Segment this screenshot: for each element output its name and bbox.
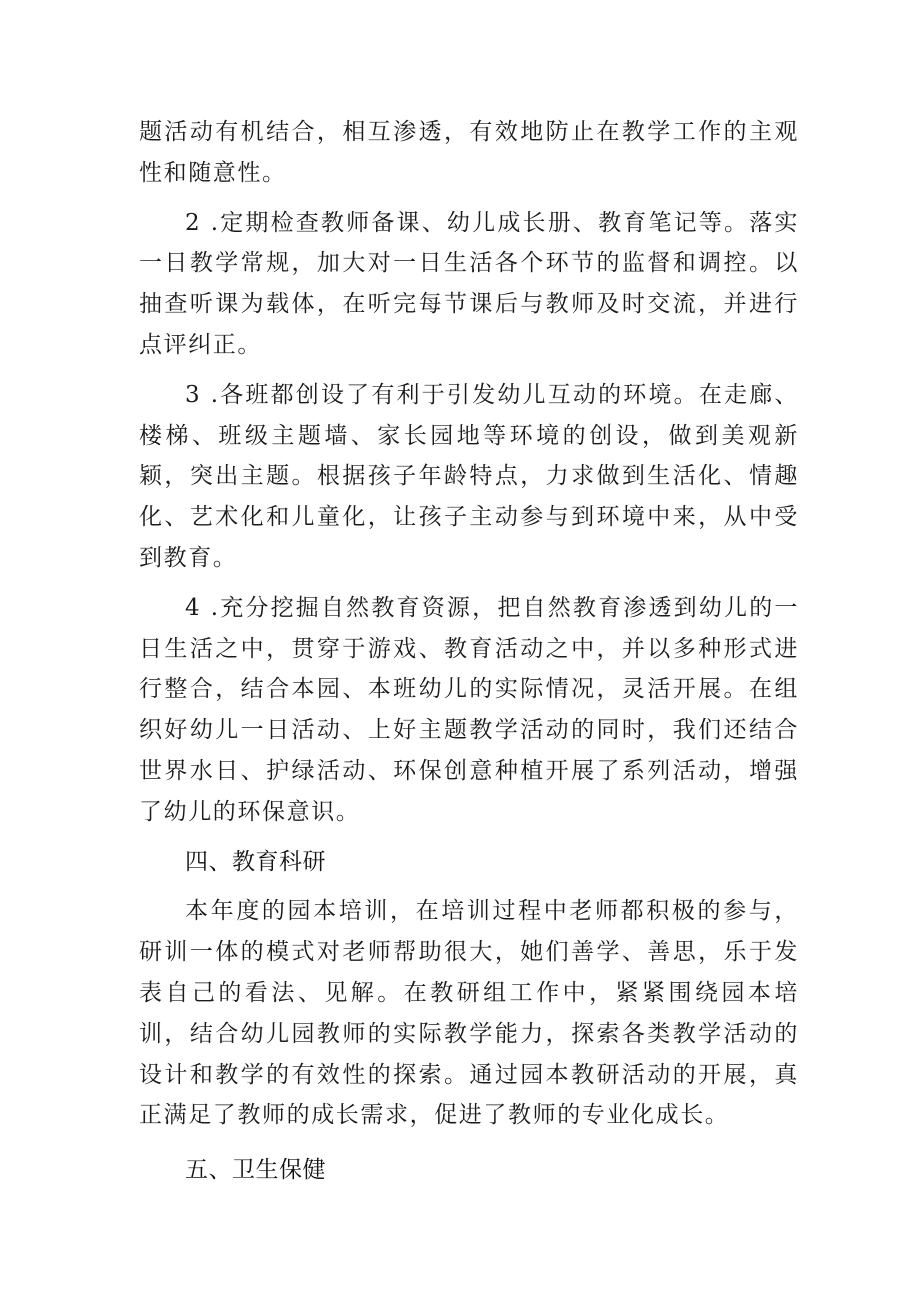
paragraph-item-3: 3 .各班都创设了有利于引发幼儿互动的环境。在走廊、楼梯、班级主题墙、家长园地等环境的创设，做到美观新颖，突出主题。根据孩子年龄特点，力求做到生活化、情趣化、艺术化和儿童化，让孩子主动参与到环境中来，从中受到教育。	[139, 381, 799, 571]
paragraph-item-4: 4 .充分挖掘自然教育资源，把自然教育渗透到幼儿的一日生活之中，贯穿于游戏、教育活动之中，并以多种形式进行整合，结合本园、本班幼儿的实际情况，灵活开展。在组织好幼儿一日活动、上好主题教学活动的同时，我们还结合世界水日、护绿活动、环保创意种植开展了系列活动，增强了幼儿的环保意识。	[139, 594, 799, 825]
paragraph-research: 本年度的园本培训，在培训过程中老师都积极的参与，研训一体的模式对老师帮助很大，她们善学、善思，乐于发表自己的看法、见解。在教研组工作中，紧紧围绕园本培训，结合幼儿园教师的实际教学能力，探索各类教学活动的设计和教学的有效性的探索。通过园本教研活动的开展，真正满足了教师的成长需求，促进了教师的专业化成长。	[139, 898, 799, 1129]
paragraph-item-2: 2 .定期检查教师备课、幼儿成长册、教育笔记等。落实一日教学常规，加大对一日生活各个环节的监督和调控。以抽查听课为载体，在听完每节课后与教师及时交流，并进行点评纠正。	[139, 209, 799, 358]
document-body	[139, 112, 799, 1200]
section-heading-health: 五、卫生保健	[185, 1157, 326, 1184]
paragraph-continuation: 题活动有机结合，相互渗透，有效地防止在教学工作的主观性和随意性。	[139, 119, 799, 186]
section-heading-research: 四、教育科研	[185, 848, 326, 875]
